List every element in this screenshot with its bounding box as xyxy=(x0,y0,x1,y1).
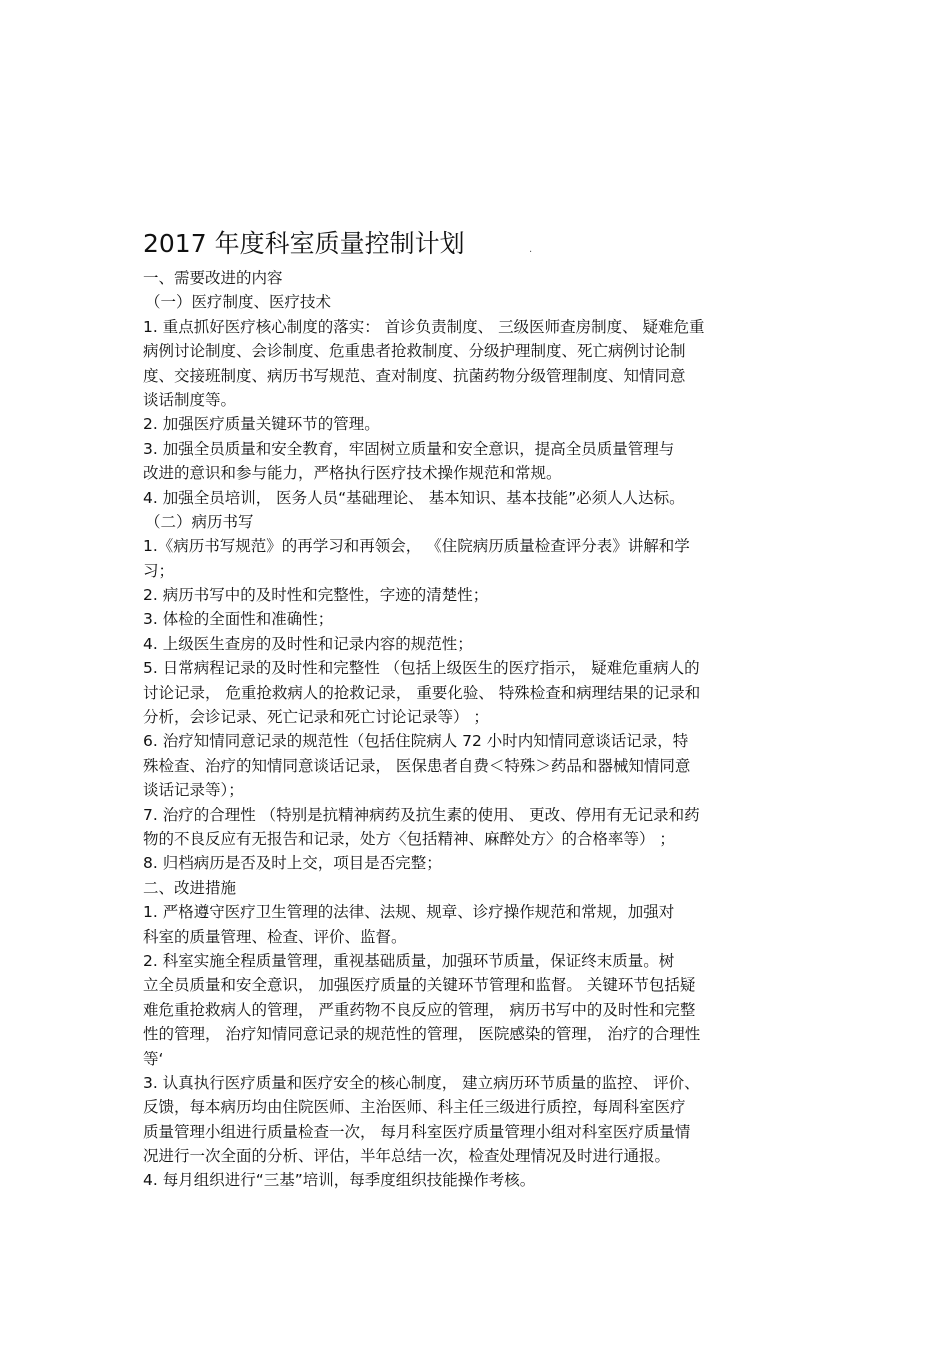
paragraph-line: 3. 加强全员质量和安全教育，牢固树立质量和安全意识，提高全员质量管理与 xyxy=(143,439,675,458)
paragraph-line: 谈话记录等）； xyxy=(143,781,244,800)
paragraph-line: 8. 归档病历是否及时上交，项目是否完整； xyxy=(143,854,442,873)
paragraph-line: 1.《病历书写规范》的再学习和再领会， 《住院病历质量检查评分表》讲解和学 xyxy=(143,537,690,556)
paragraph-line: 2. 病历书写中的及时性和完整性，字迹的清楚性； xyxy=(143,586,489,605)
paragraph-line: 物的不良反应有无报告和记录，处方〈包括精神、麻醉处方〉的合格率等） ； xyxy=(143,829,675,848)
paragraph-line: 病例讨论制度、会诊制度、危重患者抢救制度、分级护理制度、死亡病例讨论制 xyxy=(143,342,686,361)
paragraph-line: 改进的意识和参与能力，严格执行医疗技术操作规范和常规。 xyxy=(143,464,562,483)
document-title: 2017 年度科室质量控制计划 xyxy=(143,229,465,258)
paragraph-line: 谈话制度等。 xyxy=(143,390,237,409)
paragraph-line: 6. 治疗知情同意记录的规范性（包括住院病人 72 小时内知情同意谈话记录，特 xyxy=(143,732,689,751)
subsection-heading: （二）病历书写 xyxy=(145,512,254,531)
paragraph-line: 4. 每月组织进行“三基”培训，每季度组织技能操作考核。 xyxy=(143,1171,536,1190)
subsection-heading: （一）医疗制度、医疗技术 xyxy=(145,293,332,312)
paragraph-line: 讨论记录， 危重抢救病人的抢救记录， 重要化验、 特殊检查和病理结果的记录和 xyxy=(143,683,701,702)
paragraph-line: 性的管理， 治疗知情同意记录的规范性的管理， 医院感染的管理， 治疗的合理性 xyxy=(143,1025,701,1044)
paragraph-line: 1. 重点抓好医疗核心制度的落实： 首诊负责制度、 三级医师查房制度、 疑难危重 xyxy=(143,317,705,336)
paragraph-line: 反馈，每本病历均由住院医师、主治医师、科主任三级进行质控，每周科室医疗 xyxy=(143,1098,686,1117)
document-body xyxy=(143,266,823,1193)
paragraph-line: 科室的质量管理、检查、评价、监督。 xyxy=(143,927,407,946)
paragraph-line: 2. 科室实施全程质量管理，重视基础质量，加强环节质量，保证终末质量。树 xyxy=(143,951,675,970)
paragraph-line: 1. 严格遵守医疗卫生管理的法律、法规、规章、诊疗操作规范和常规，加强对 xyxy=(143,903,675,922)
paragraph-line: 3. 认真执行医疗质量和医疗安全的核心制度， 建立病历环节质量的监控、 评价、 xyxy=(143,1073,700,1092)
paragraph-line: 度、交接班制度、病历书写规范、查对制度、抗菌药物分级管理制度、知情同意 xyxy=(143,366,686,385)
paragraph-line: 3. 体检的全面性和准确性； xyxy=(143,610,334,629)
paragraph-line: 难危重抢救病人的管理， 严重药物不良反应的管理， 病历书写中的及时性和完整 xyxy=(143,1000,696,1019)
paragraph-line: 4. 加强全员培训， 医务人员“基础理论、 基本知识、基本技能”必须人人达标。 xyxy=(143,488,685,507)
paragraph-line: 分析，会诊记录、死亡记录和死亡讨论记录等） ； xyxy=(143,708,489,727)
paragraph-line: 立全员质量和安全意识， 加强医疗质量的关键环节管理和监督。 关键环节包括疑 xyxy=(143,976,696,995)
paragraph-line: 质量管理小组进行质量检查一次， 每月科室医疗质量管理小组对科室医疗质量情 xyxy=(143,1122,691,1141)
paragraph-line: 7. 治疗的合理性 （特别是抗精神病药及抗生素的使用、 更改、停用有无记录和药 xyxy=(143,805,700,824)
paragraph-line: 况进行一次全面的分析、评估，半年总结一次，检查处理情况及时进行通报。 xyxy=(143,1147,671,1166)
title-mark: . xyxy=(529,244,533,255)
paragraph-line: 2. 加强医疗质量关键环节的管理。 xyxy=(143,415,380,434)
paragraph-line: 4. 上级医生查房的及时性和记录内容的规范性； xyxy=(143,634,473,653)
paragraph-line: 等‘ xyxy=(143,1049,164,1068)
paragraph-line: 习； xyxy=(143,561,175,580)
section-heading: 二、改进措施 xyxy=(143,878,237,897)
paragraph-line: 殊检查、治疗的知情同意谈话记录， 医保患者自费＜特殊＞药品和器械知情同意 xyxy=(143,756,691,775)
section-heading: 一、需要改进的内容 xyxy=(143,269,283,287)
paragraph-line: 5. 日常病程记录的及时性和完整性 （包括上级医生的医疗指示， 疑难危重病人的 xyxy=(143,659,700,678)
